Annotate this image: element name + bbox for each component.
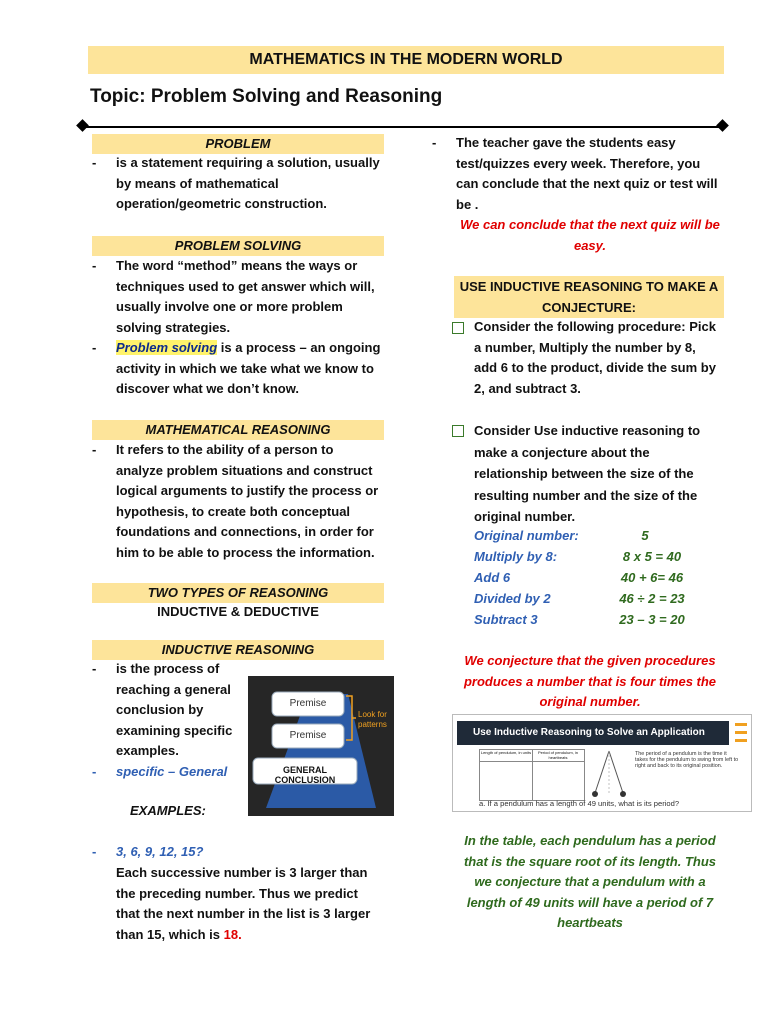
text-line: relationship between the size of the — [474, 466, 694, 482]
pendulum-icon — [589, 749, 629, 801]
text-line: heartbeats — [557, 915, 623, 931]
inductive-pyramid-figure — [248, 676, 394, 816]
text-line: techniques used to get answer which will, — [116, 278, 375, 294]
table-divider — [532, 750, 533, 800]
text-line: usually involve one or more problem — [116, 299, 343, 315]
highlighted-term: Problem solving — [116, 340, 218, 355]
step-label: Multiply by 8: — [474, 549, 558, 564]
text-line: original number. — [474, 509, 576, 525]
use-inductive-heading — [454, 276, 724, 318]
step-label: Divided by 2 — [474, 591, 551, 606]
step-value: 46 ÷ 2 = 23 — [619, 591, 685, 606]
checkbox-icon — [452, 322, 464, 334]
step-label: Original number: — [474, 528, 579, 543]
premise-label-2: Premise — [289, 730, 327, 741]
text-line: him to be able to process the information. — [116, 544, 375, 560]
text-line: examples. — [116, 743, 179, 759]
text-line: Each successive number is 3 larger than — [116, 865, 368, 880]
text-line: easy. — [573, 237, 607, 253]
text-line: be . — [456, 196, 479, 212]
text-line: by means of mathematical — [116, 175, 279, 191]
text-line: original number. — [539, 694, 641, 710]
text-line: activity in which we take what we know to — [116, 360, 374, 376]
slide-title: Use Inductive Reasoning to Solve an Application — [473, 727, 705, 738]
text-line: 2, and subtract 3. — [474, 380, 581, 396]
text-line: foundations and connections, in order for — [116, 524, 374, 540]
look-for-label: Look for — [358, 710, 387, 719]
problem-solving-heading: PROBLEM SOLVING — [92, 236, 384, 256]
premise-label-1: Premise — [289, 698, 327, 709]
steps-table — [474, 528, 724, 632]
text-line: analyze problem situations and construct — [116, 462, 373, 478]
teacher-conclusion — [452, 215, 728, 256]
text-line: we conjecture that a pendulum with a — [474, 874, 706, 890]
step-label: Subtract 3 — [474, 612, 538, 627]
text-line: We can conclude that the next quiz will be — [460, 217, 720, 232]
text-line: that the next number in the list is 3 larger — [116, 906, 371, 922]
text-line: Consider the following procedure: Pick — [474, 319, 716, 334]
patterns-label: patterns — [358, 720, 387, 729]
text-line: can conclude that the next quiz or test will — [456, 176, 718, 192]
text-line: hypothesis, to create both conceptual — [116, 503, 351, 519]
accent-bar — [735, 731, 747, 734]
table-col-header: Length of pendulum, in units — [480, 750, 532, 755]
text-fragment: is a process – an ongoing — [217, 340, 381, 355]
text-line: reaching a general — [116, 681, 231, 697]
text-line: Consider Use inductive reasoning to — [474, 423, 701, 438]
text-line: produces a number that is four times the — [463, 673, 717, 689]
text-line: It refers to the ability of a person to — [116, 442, 334, 457]
pendulum-table — [479, 749, 585, 801]
accent-bar — [735, 739, 747, 742]
answer-value: 18. — [223, 926, 242, 942]
text-line: make a conjecture about the — [474, 444, 650, 460]
two-types-heading: TWO TYPES OF REASONING — [92, 583, 384, 603]
inductive-heading: INDUCTIVE REASONING — [92, 640, 384, 660]
page-title: MATHEMATICS IN THE MODERN WORLD — [88, 46, 724, 74]
text-line: logical arguments to justify the process or — [116, 483, 379, 499]
text-line: length of 49 units will have a period of 7 — [466, 894, 714, 910]
conjecture-result — [452, 651, 728, 713]
topic-heading: Topic: Problem Solving and Reasoning — [90, 86, 443, 107]
text-line: is the process of — [116, 661, 220, 676]
example-explanation — [116, 863, 406, 945]
divider-rule — [82, 126, 722, 128]
step-label: Add 6 — [474, 570, 511, 585]
text-line: discover what we don’t know. — [116, 381, 299, 397]
heading-line: USE INDUCTIVE REASONING TO MAKE A — [459, 279, 719, 294]
text-line: The word “method” means the ways or — [116, 258, 358, 273]
specific-general-text: specific – General — [116, 764, 228, 779]
pendulum-slide-figure — [452, 714, 752, 812]
text-line: is a statement requiring a solution, usually — [116, 155, 380, 170]
checkbox-icon — [452, 425, 464, 437]
text-line: solving strategies. — [116, 319, 231, 335]
text-line: In the table, each pendulum has a period — [464, 833, 716, 848]
text-line: resulting number and the size of the — [474, 487, 698, 503]
problem-heading: PROBLEM — [92, 134, 384, 154]
text-line: add 6 to the product, divide the sum by — [474, 360, 716, 376]
text-line: the preceding number. Thus we predict — [116, 885, 358, 901]
table-col-header: Period of pendulum, in heartbeats — [537, 750, 579, 760]
table-divider — [480, 761, 584, 762]
text-fragment: than 15, which is — [116, 926, 224, 942]
pyramid-graphic — [248, 676, 394, 816]
text-line: that is the square root of its length. Thus — [463, 853, 717, 869]
accent-bar — [735, 723, 747, 726]
rule-right-diamond — [716, 119, 729, 132]
sequence-text: 3, 6, 9, 12, 15? — [116, 844, 204, 859]
conclusion-label: GENERAL CONCLUSION — [274, 765, 336, 785]
text-line: conclusion by — [116, 702, 204, 718]
text-line: examining specific — [116, 722, 233, 738]
pendulum-question: a. If a pendulum has a length of 49 units, what is its period? — [479, 799, 680, 808]
two-types-subheading: INDUCTIVE & DEDUCTIVE — [157, 604, 319, 619]
text-line: a number, Multiply the number by 8, — [474, 339, 696, 355]
pendulum-description: The period of a pendulum is the time it takes for the pendulum to swing from left to right and back to its original position. — [635, 751, 739, 770]
step-value: 8 x 5 = 40 — [622, 549, 682, 564]
examples-label: EXAMPLES: — [130, 803, 206, 818]
text-line: test/quizzes every week. Therefore, you — [456, 155, 701, 171]
math-reasoning-heading: MATHEMATICAL REASONING — [92, 420, 384, 440]
text-line: operation/geometric construction. — [116, 196, 327, 212]
step-value: 23 – 3 = 20 — [619, 612, 685, 627]
heading-line: CONJECTURE: — [542, 300, 636, 315]
step-value: 5 — [641, 528, 649, 543]
step-value: 40 + 6= 46 — [620, 570, 684, 585]
text-line: We conjecture that the given procedures — [464, 653, 716, 668]
pendulum-conclusion — [452, 831, 728, 934]
text-line: The teacher gave the students easy — [456, 135, 676, 150]
